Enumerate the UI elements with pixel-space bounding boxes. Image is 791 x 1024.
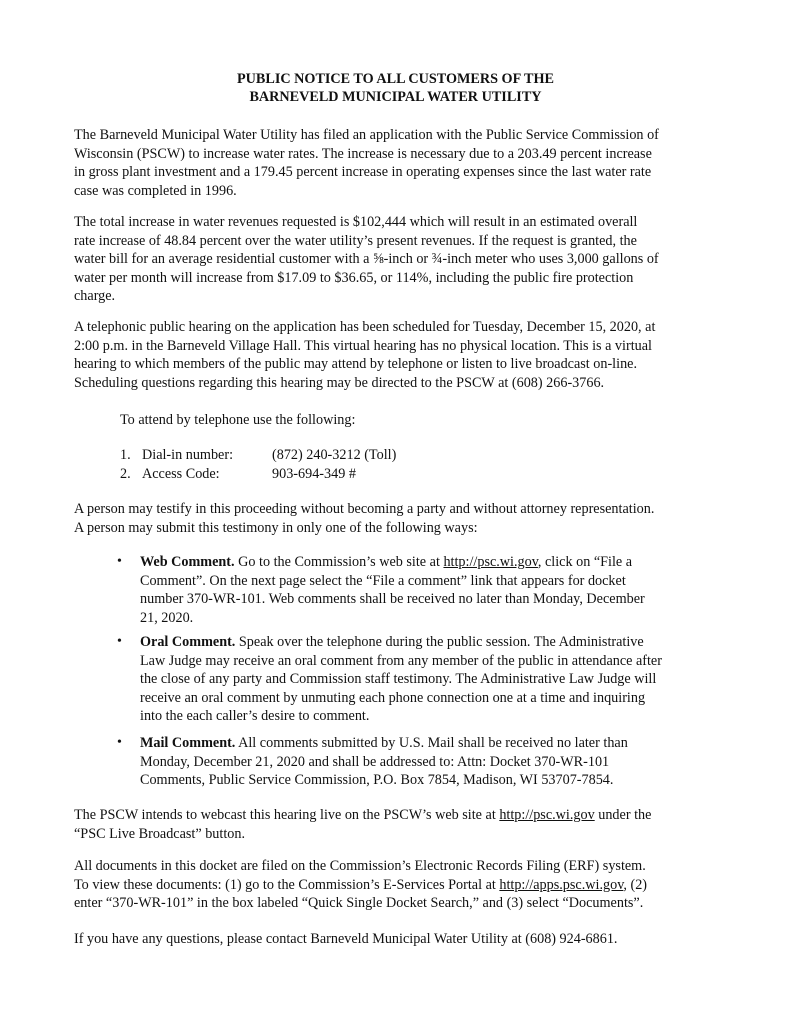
contact-line: If you have any questions, please contact Barneveld Municipal Water Utility at (608) 924-6861. [74,931,618,947]
paragraph-documents [74,857,734,913]
bullet-text: , click on “File a [537,554,633,570]
item-label: Dial-in number: [142,447,234,463]
paragraph-webcast [74,806,734,843]
text-line: All documents in this docket are filed on the Commission’s Electronic Records Filing (ERF) system. [74,858,646,874]
text-line: The total increase in water revenues requested is $102,444 which will result in an estimated overall [74,214,638,230]
bullet-heading: Oral Comment. [140,634,236,650]
item-number: 2. [120,465,131,482]
access-code: 903-694-349 # [272,465,356,482]
text-line: receive an oral comment by unmuting each phone connection one at a time and inquiring [140,689,646,706]
title-line-1: PUBLIC NOTICE TO ALL CUSTOMERS OF THE [237,71,554,87]
item-label: Access Code: [142,465,220,482]
paragraph-testimony [74,500,734,537]
bullet-icon: • [117,634,122,649]
text-line: 2:00 p.m. in the Barneveld Village Hall. This virtual hearing has no physical location. This is a virtual [74,337,652,354]
bullet-heading: Mail Comment. [140,735,236,751]
item-number: 1. [120,447,131,463]
bullet-text: All comments submitted by U.S. Mail shall be received no later than [235,735,628,751]
text-line: into the each caller’s desire to comment. [140,708,370,724]
dial-in-number: (872) 240-3212 (Toll) [272,447,397,463]
eservices-portal-link[interactable]: http://apps.psc.wi.gov [499,876,624,893]
psc-website-link[interactable]: http://psc.wi.gov [443,554,538,570]
text-line: Monday, December 21, 2020 and shall be addressed to: Attn: Docket 370-WR-101 [140,753,610,770]
text-line: The Barneveld Municipal Water Utility has filed an application with the Public Service Commission of [74,127,659,143]
text-line: Law Judge may receive an oral comment from any member of the public in attendance after [140,652,662,669]
text-line: Comment”. On the next page select the “File a comment” link that appears for docket [140,572,626,589]
text-segment: under the [594,807,652,823]
text-segment: The PSCW intends to webcast this hearing live on the PSCW’s web site at [74,807,500,823]
text-line: charge. [74,288,116,304]
text-line: Comments, Public Service Commission, P.O. Box 7854, Madison, WI 53707-7854. [140,772,614,788]
bullet-text: Go to the Commission’s web site at [234,554,444,570]
text-line: case was completed in 1996. [74,182,237,199]
title-line-2: BARNEVELD MUNICIPAL WATER UTILITY [249,89,542,105]
text-line: number 370-WR-101. Web comments shall be received no later than Monday, December [140,591,645,607]
text-segment: To view these documents: (1) go to the Commission’s E-Services Portal at [74,876,500,893]
text-line: “PSC Live Broadcast” button. [74,825,246,842]
text-line: water bill for an average residential customer with a ⅝-inch or ¾-inch meter who uses 3,000 gallons of [74,251,659,267]
text-line: A telephonic public hearing on the application has been scheduled for Tuesday, December 15, 2020, at [74,319,656,335]
telephone-intro: To attend by telephone use the following: [120,412,356,428]
bullet-heading: Web Comment. [140,554,235,570]
text-line: rate increase of 48.84 percent over the water utility’s present revenues. If the request is granted, the [74,232,637,249]
text-line: the close of any party and Commission staff testimony. The Administrative Law Judge will [140,671,657,687]
text-line: Scheduling questions regarding this hearing may be directed to the PSCW at (608) 266-3766. [74,374,605,391]
text-line: 21, 2020. [140,609,194,626]
text-line: water per month will increase from $17.09 to $36.65, or 114%, including the public fire protection [74,269,634,286]
text-line: hearing to which members of the public may attend by telephone or listen to live broadcast on-line. [74,356,638,372]
bullet-icon: • [117,554,122,569]
text-line: enter “370-WR-101” in the box labeled “Quick Single Docket Search,” and (3) select “Documents”. [74,895,644,911]
psc-webcast-link[interactable]: http://psc.wi.gov [499,807,595,823]
paragraph-revenue-increase [74,213,734,306]
text-line: A person may submit this testimony in only one of the following ways: [74,519,478,536]
paragraph-contact [74,930,734,949]
paragraph-hearing [74,318,734,392]
bullet-icon: • [117,735,122,750]
text-segment: , (2) [623,876,648,893]
bullet-text: Speak over the telephone during the public session. The Administrative [235,634,644,650]
page-title [0,70,791,106]
text-line: A person may testify in this proceeding without becoming a party and without attorney representation. [74,501,655,517]
text-line: in gross plant investment and a 179.45 percent increase in operating expenses since the last water rate [74,164,652,180]
text-line: Wisconsin (PSCW) to increase water rates. The increase is necessary due to a 203.49 percent increase [74,145,652,162]
paragraph-application [74,126,734,200]
